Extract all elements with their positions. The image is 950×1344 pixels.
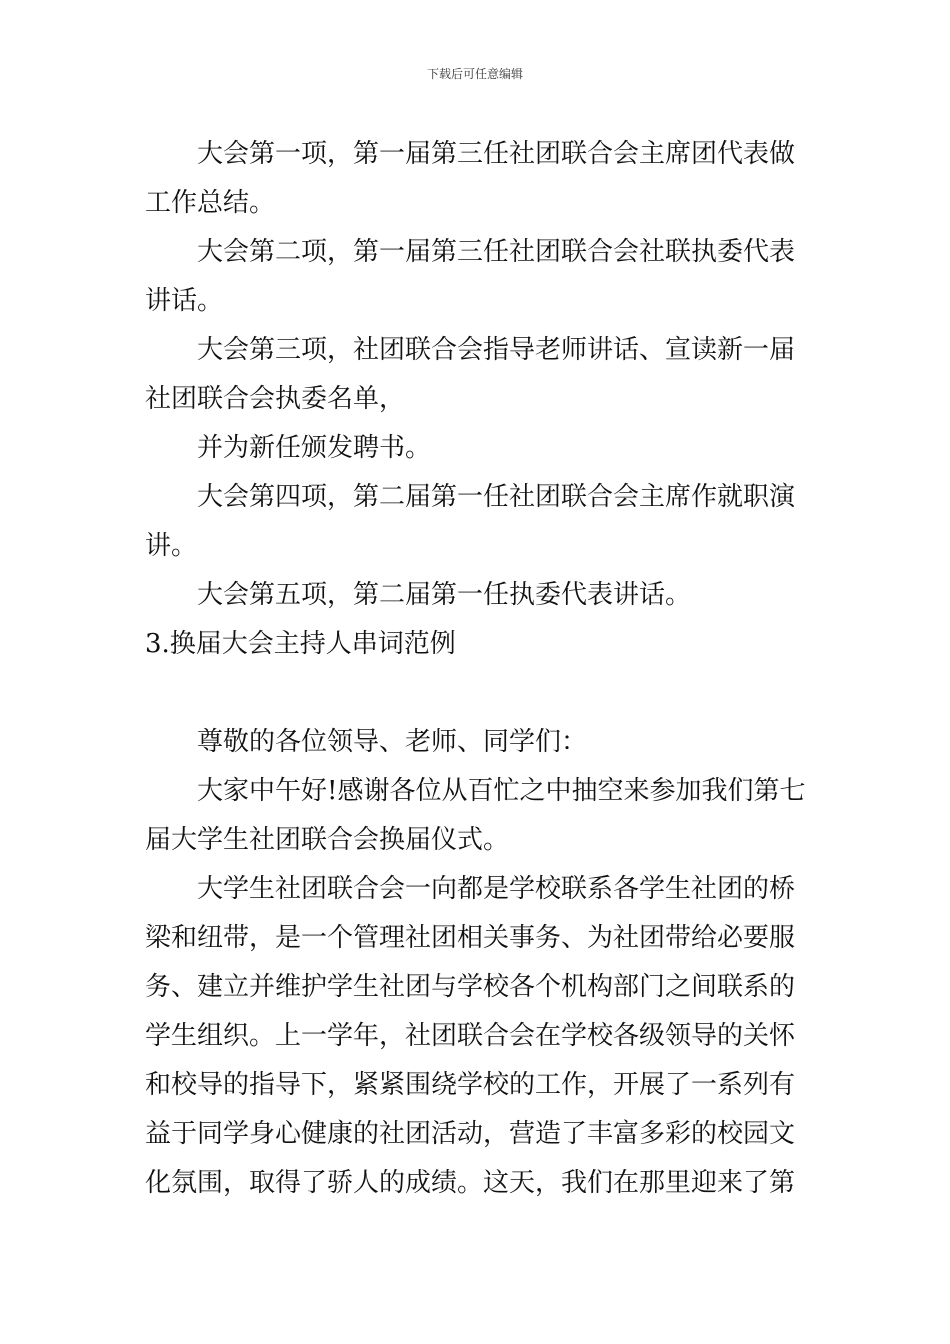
section-heading: 3.换届大会主持人串词范例 xyxy=(145,629,456,659)
agenda-item-1: 大会第一项，第一届第三任社团联合会主席团代表做工作总结。 xyxy=(145,139,796,218)
page-header-note: 下载后可任意编辑 xyxy=(426,67,523,81)
agenda-item-3-continued: 并为新任颁发聘书。 xyxy=(197,433,432,463)
agenda-item-5: 大会第五项，第二届第一任执委代表讲话。 xyxy=(197,580,692,610)
agenda-item-4: 大会第四项，第二届第一任社团联合会主席作就职演讲。 xyxy=(145,482,796,561)
document-body xyxy=(145,130,810,1208)
speech-greeting: 尊敬的各位领导、老师、同学们： xyxy=(197,727,588,757)
speech-welcome: 大家中午好!感谢各位从百忙之中抽空来参加我们第七届大学生社团联合会换届仪式。 xyxy=(145,776,806,855)
agenda-item-2: 大会第二项，第一届第三任社团联合会社联执委代表讲话。 xyxy=(145,237,796,316)
agenda-item-3: 大会第三项，社团联合会指导老师讲话、宣读新一届社团联合会执委名单， xyxy=(145,335,796,414)
blank-line xyxy=(145,669,810,718)
speech-body: 大学生社团联合会一向都是学校联系各学生社团的桥梁和纽带，是一个管理社团相关事务、为社团带给必要服务、建立并维护学生社团与学校各个机构部门之间联系的学生组织。上一学年，社团联合会在学校各级领导的关怀和校导的指导下，紧紧围绕学校的工作，开展了一系列有益于同学身心健康的社团活动，营造了丰富多彩的校园文化氛围，取得了骄人的成绩。这天，我们在那里迎来了第 xyxy=(145,874,796,1198)
